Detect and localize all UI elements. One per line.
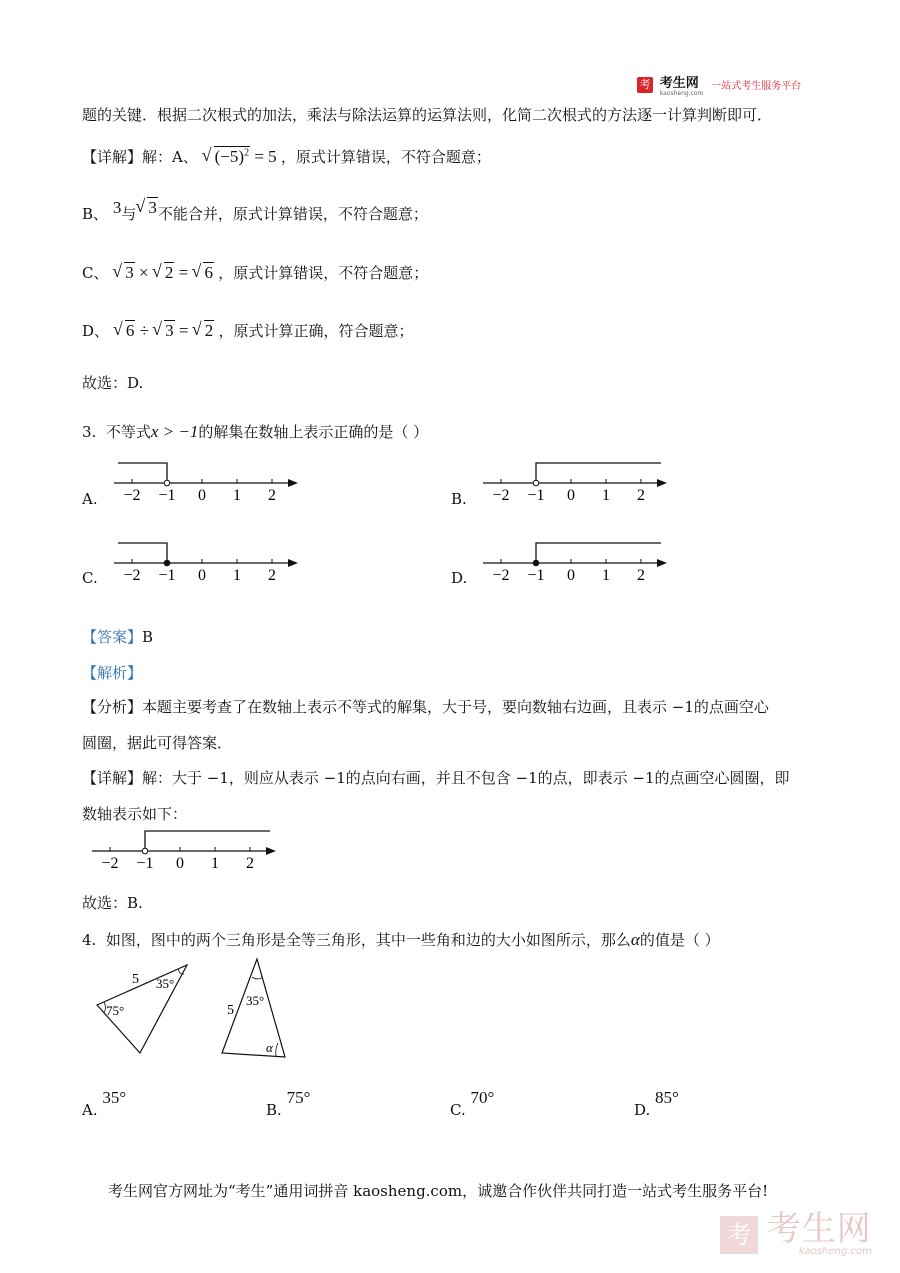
q3-number-line-b <box>481 455 681 505</box>
solution-ray <box>145 831 270 851</box>
header-logo <box>637 72 801 97</box>
watermark-badge-icon: 考 <box>720 1216 758 1254</box>
number-line-tick-label: −2 <box>492 567 510 584</box>
number-line-tick-label: 2 <box>637 567 645 584</box>
number-line-tick-label: −1 <box>527 487 545 504</box>
q3-detail-line2: 数轴表示如下： <box>82 805 188 823</box>
tri2-angle-alpha: α <box>266 1040 273 1055</box>
number-line-tick-label: 0 <box>198 567 206 584</box>
number-line-tick-label: 1 <box>233 567 241 584</box>
q2-option-d: D、 √ 6 ÷ √ 3 = √ 2 ，原式计算正确，符合题意； <box>82 320 414 341</box>
number-line-tick-label: −2 <box>492 487 510 504</box>
q2-conclusion: 故选：D. <box>82 374 144 392</box>
watermark-logo <box>720 1209 872 1257</box>
q2-option-c: C、 √ 3 × √ 2 = √ 6 ，原式计算错误，不符合题意； <box>82 262 428 283</box>
number-line-tick-label: 0 <box>176 855 184 872</box>
number-line-tick-label: 1 <box>211 855 219 872</box>
number-line-tick-label: 0 <box>567 567 575 584</box>
q4-stem: 4. 如图，图中的两个三角形是全等三角形，其中一些角和边的大小如图所示，那么α的值是（ ） <box>82 930 720 949</box>
answer-label: 【答案】 <box>82 628 143 646</box>
q4-option-b: B. 75° <box>266 1088 311 1119</box>
q3-option-c-letter: C. <box>82 569 98 587</box>
number-line-tick-label: −1 <box>158 487 176 504</box>
number-line-tick-label: −1 <box>136 855 154 872</box>
number-line-tick-label: 1 <box>602 567 610 584</box>
triangle-2 <box>222 959 285 1057</box>
number-line-arrow-icon <box>657 479 667 487</box>
solution-ray <box>118 543 167 563</box>
tri1-angle-left: 75° <box>106 1003 125 1018</box>
formula-c: √ 3 × √ 2 = √ 6 <box>113 263 218 282</box>
tri1-angle-top: 35° <box>156 976 175 991</box>
q4-option-d: D. 85° <box>634 1088 679 1119</box>
number-line-arrow-icon <box>266 847 276 855</box>
number-line-tick-label: 2 <box>268 567 276 584</box>
number-line-arrow-icon <box>288 479 298 487</box>
q4-option-a: A. 35° <box>82 1088 127 1119</box>
open-point <box>164 480 170 486</box>
closed-point <box>533 560 539 566</box>
closed-point <box>164 560 170 566</box>
q3-detail-line1: 【详解】解：大于 −1，则应从表示 −1的点向右画，并且不包含 −1的点，即表示 −1的点画空心圆圈，即 <box>82 769 790 787</box>
header-slogan: 一站式考生服务平台 <box>711 81 802 92</box>
answer-value: B <box>142 628 154 646</box>
detail-label: 【详解】 <box>82 148 143 166</box>
formula-d: √ 6 ÷ √ 3 = √ 2 <box>114 321 219 340</box>
q4-triangle-figure <box>92 955 302 1065</box>
tri2-angle-top: 35° <box>246 993 265 1008</box>
number-line-tick-label: 2 <box>246 855 254 872</box>
number-line-tick-label: −2 <box>101 855 119 872</box>
number-line-tick-label: 1 <box>602 487 610 504</box>
number-line-tick-label: −2 <box>123 567 141 584</box>
logo-name: 考生网 <box>659 76 699 91</box>
q3-answer <box>82 626 153 647</box>
open-point <box>142 848 148 854</box>
number-line-tick-label: −1 <box>158 567 176 584</box>
number-line-tick-label: 0 <box>198 487 206 504</box>
logo-domain: kaosheng.com <box>659 90 704 97</box>
q3-option-b-letter: B. <box>451 490 467 508</box>
number-line-tick-label: 2 <box>268 487 276 504</box>
q3-number-line-c <box>112 535 312 585</box>
number-line-arrow-icon <box>288 559 298 567</box>
tri2-side-label: 5 <box>227 1003 234 1018</box>
number-line-tick-label: 0 <box>567 487 575 504</box>
q3-analysis-label: 【解析】 <box>82 664 143 682</box>
tri1-side-label: 5 <box>132 972 139 987</box>
q3-option-d-letter: D. <box>451 569 468 587</box>
watermark-name: 考生网 <box>766 1209 872 1249</box>
open-point <box>533 480 539 486</box>
q3-conclusion: 故选：B. <box>82 894 143 912</box>
q3-fenxi-line1: 【分析】本题主要考查了在数轴上表示不等式的解集，大于号，要向数轴右边画，且表示 −1的点画空心 <box>82 698 769 716</box>
q3-solution-number-line <box>90 823 290 873</box>
number-line-tick-label: −2 <box>123 487 141 504</box>
watermark-domain: kaosheng.com <box>798 1246 872 1257</box>
footer-text: 考生网官方网址为“考生”通用词拼音 kaosheng.com，诚邀合作伙伴共同打造一站式考生服务平台! <box>108 1182 769 1200</box>
number-line-tick-label: 2 <box>637 487 645 504</box>
logo-badge-icon: 考 <box>637 77 653 93</box>
q4-option-c: C. 70° <box>450 1088 495 1119</box>
q3-option-a-letter: A. <box>82 490 98 508</box>
q2-detail-a: 【详解】解：A、 √ $(-5)^2 = 5$ ，原式计算错误，不符合题意； <box>82 146 491 167</box>
q3-number-line-d <box>481 535 681 585</box>
solution-ray <box>118 463 167 483</box>
number-line-tick-label: −1 <box>527 567 545 584</box>
number-line-tick-label: 1 <box>233 487 241 504</box>
q3-number-line-a <box>112 455 312 505</box>
q3-stem: 3. 不等式x > −1的解集在数轴上表示正确的是（ ） <box>82 422 429 441</box>
q3-fenxi-line2: 圆圈，据此可得答案． <box>82 734 233 752</box>
q2-option-b: B、 3与√ 3不能合并，原式计算错误，不符合题意； <box>82 203 428 224</box>
solution-ray <box>536 463 661 483</box>
triangle-1 <box>97 965 187 1053</box>
number-line-arrow-icon <box>657 559 667 567</box>
formula-a: √ $(-5)^2 = 5$ <box>203 147 281 166</box>
q2-intro: 题的关键．根据二次根式的加法，乘法与除法运算的运算法则，化简二次根式的方法逐一计算判断即可． <box>82 106 773 124</box>
solution-ray <box>536 543 661 563</box>
